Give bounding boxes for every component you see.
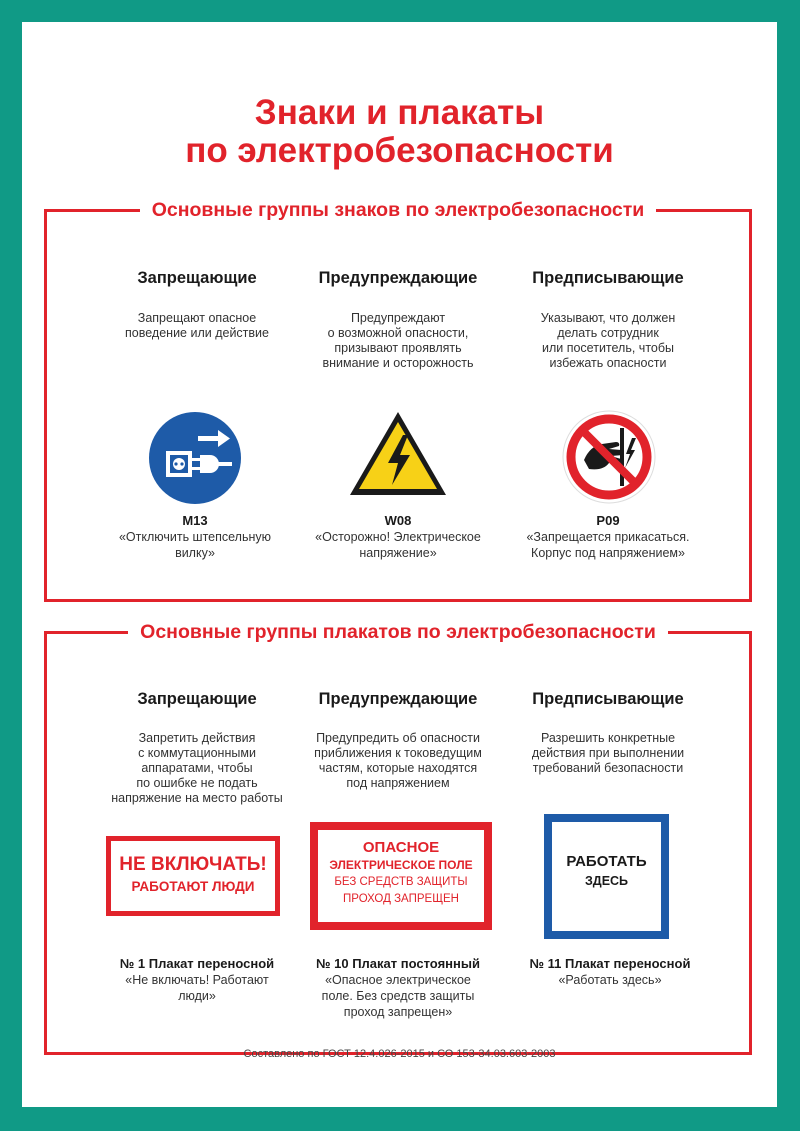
signs-col-prohibiting xyxy=(97,268,297,288)
desc-line: Запрещают опасное xyxy=(137,311,257,325)
caption-line: напряжение» xyxy=(359,546,437,560)
caption-line: вилку» xyxy=(175,546,215,560)
poster-code: № 11 Плакат переносной xyxy=(529,956,691,971)
signs-col-prohibiting-caption xyxy=(95,513,295,561)
posters-col-prohibiting xyxy=(97,689,297,709)
posters-col-warning-desc xyxy=(293,731,503,791)
caption-line: проход запрещен» xyxy=(343,1005,453,1019)
desc-line: поведение или действие xyxy=(125,326,269,340)
caption-line: поле. Без средств защиты xyxy=(321,989,475,1003)
signs-col-prohibiting-desc xyxy=(97,311,297,341)
desc-line: о возможной опасности, xyxy=(327,326,469,340)
poster-work-here xyxy=(544,814,669,939)
poster-inner xyxy=(552,822,661,931)
desc-line: под напряжением xyxy=(346,776,450,790)
poster-line: НЕ ВКЛЮЧАТЬ! xyxy=(119,854,267,875)
col-heading: Предписывающие xyxy=(532,269,684,287)
desc-line: напряжение на место работы xyxy=(111,791,283,805)
desc-line: по ошибке не подать xyxy=(136,776,258,790)
posters-col-mandatory-caption xyxy=(505,956,715,988)
desc-line: требований безопасности xyxy=(532,761,684,775)
caption-line: «Запрещается прикасаться. xyxy=(526,530,690,544)
sign-code: W08 xyxy=(384,513,412,528)
poster-inner xyxy=(111,841,275,911)
caption-line: люди» xyxy=(178,989,216,1003)
poster-line: РАБОТАЮТ ЛЮДИ xyxy=(131,879,255,894)
posters-col-warning-caption xyxy=(293,956,503,1020)
signs-section xyxy=(44,199,752,602)
unplug-sign-icon xyxy=(148,411,242,505)
posters-col-mandatory-desc xyxy=(508,731,708,776)
page-title xyxy=(22,94,777,170)
caption-line: «Осторожно! Электрическое xyxy=(315,530,481,544)
posters-col-prohibiting-caption xyxy=(92,956,302,1004)
posters-section-title: Основные группы плакатов по электробезопасности xyxy=(128,617,668,647)
poster-do-not-switch-on xyxy=(106,836,280,916)
desc-line: призывают проявлять xyxy=(334,341,462,355)
desc-line: приближения к токоведущим xyxy=(314,746,482,760)
posters-col-mandatory xyxy=(508,689,708,709)
desc-line: Указывают, что должен xyxy=(540,311,676,325)
caption-line: «Не включать! Работают xyxy=(125,973,269,987)
desc-line: Разрешить конкретные xyxy=(540,731,676,745)
sign-code: Р09 xyxy=(596,513,620,528)
sign-code: М13 xyxy=(182,513,208,528)
col-heading: Запрещающие xyxy=(137,269,257,287)
col-heading: Предупреждающие xyxy=(318,269,478,287)
poster-code: № 10 Плакат постоянный xyxy=(316,956,480,971)
signs-section-title: Основные группы знаков по электробезопасности xyxy=(140,195,657,225)
signs-col-warning xyxy=(298,268,498,288)
poster-line: ПРОХОД ЗАПРЕЩЕН xyxy=(343,893,459,905)
poster-line: ЗДЕСЬ xyxy=(584,874,629,888)
desc-line: Предупредить об опасности xyxy=(316,731,480,745)
desc-line: с коммутационными xyxy=(138,746,256,760)
signs-col-warning-caption xyxy=(298,513,498,561)
desc-line: делать сотрудник xyxy=(557,326,659,340)
desc-line: Предупреждают xyxy=(350,311,446,325)
footer-note: Составлено по ГОСТ 12.4.026-2015 и СО 153-34.03.603-2003 xyxy=(243,1048,556,1060)
poster-inner xyxy=(318,830,484,922)
col-heading: Предписывающие xyxy=(532,690,684,708)
caption-line: «Отключить штепсельную xyxy=(118,530,272,544)
caption-line: «Опасное электрическое xyxy=(325,973,471,987)
desc-line: или посетитель, чтобы xyxy=(541,341,674,355)
desc-line: действия при выполнении xyxy=(531,746,685,760)
caption-line: «Работать здесь» xyxy=(558,973,662,987)
poster-line: ЭЛЕКТРИЧЕСКОЕ ПОЛЕ xyxy=(329,858,473,872)
no-touch-sign-icon xyxy=(562,410,656,504)
electric-warning-icon xyxy=(348,410,448,498)
posters-col-prohibiting-desc xyxy=(92,731,302,806)
posters-section xyxy=(44,621,752,1055)
col-heading: Запрещающие xyxy=(137,690,257,708)
poster-code: № 1 Плакат переносной xyxy=(119,956,275,971)
col-heading: Предупреждающие xyxy=(318,690,478,708)
desc-line: аппаратами, чтобы xyxy=(141,761,253,775)
poster-line: РАБОТАТЬ xyxy=(566,853,647,870)
desc-line: избежать опасности xyxy=(549,356,667,370)
title-line-1: Знаки и плакаты xyxy=(254,93,545,132)
signs-col-mandatory-caption xyxy=(508,513,708,561)
title-line-2: по электробезопасности xyxy=(185,131,614,170)
posters-col-warning xyxy=(298,689,498,709)
desc-line: частям, которые находятся xyxy=(318,761,478,775)
signs-col-mandatory-desc xyxy=(508,311,708,371)
caption-line: Корпус под напряжением» xyxy=(531,546,685,560)
poster-line: ОПАСНОЕ xyxy=(362,839,440,856)
poster-dangerous-electric-field xyxy=(310,822,492,930)
poster-line: БЕЗ СРЕДСТВ ЗАЩИТЫ xyxy=(334,876,468,888)
desc-line: Запретить действия xyxy=(138,731,256,745)
signs-col-mandatory xyxy=(508,268,708,288)
signs-col-warning-desc xyxy=(298,311,498,371)
desc-line: внимание и осторожность xyxy=(322,356,474,370)
poster-page xyxy=(22,22,777,1107)
